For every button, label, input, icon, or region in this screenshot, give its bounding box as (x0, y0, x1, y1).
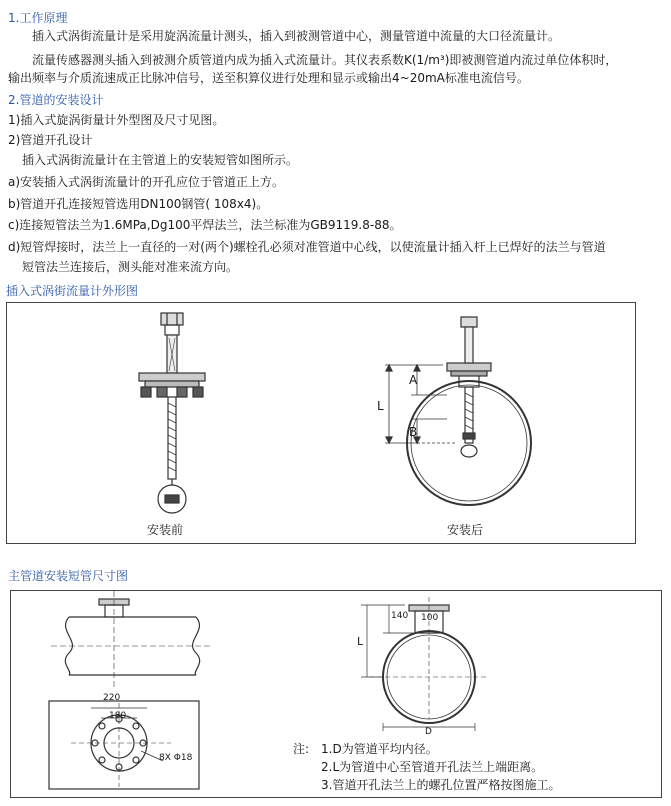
dim-L-label-2: L (357, 635, 364, 648)
section2-item-d2: 短管法兰连接后，测头能对准来流方向。 (22, 260, 239, 274)
caption-after-install: 安装后 (447, 523, 484, 537)
dim-holes-label: 8X Φ18 (159, 753, 193, 763)
section2-heading: 2.管道的安装设计 (8, 93, 104, 107)
dim-220-label: 220 (103, 693, 121, 703)
note-3: 3.管道开孔法兰上的螺孔位置严格按图施工。 (321, 778, 561, 792)
figure1-panel (6, 302, 636, 544)
section2-item1: 1)插入式旋涡街量计外型图及尺寸见图。 (8, 113, 225, 127)
meter-before-drawing (139, 313, 205, 513)
pipe-side-view (51, 591, 211, 687)
section1-paragraph2a: 流量传感器测头插入到被测介质管道内成为插入式流量计。其仪表系数K(1/m³)即被测管道内流过单位体积时， (32, 53, 618, 67)
figure2-title: 主管道安装短管尺寸图 (8, 569, 129, 583)
note-2: 2.L为管道中心至管道开孔法兰上端距离。 (321, 760, 544, 774)
dim-180-label: 180 (109, 711, 127, 721)
dim-A-label: A (409, 373, 418, 387)
note-prefix: 注: (293, 742, 310, 756)
section1-heading: 1.工作原理 (8, 11, 68, 25)
caption-before-install: 安装前 (147, 523, 184, 537)
section2-item-b: b)管道开孔连接短管选用DN100钢管( 108x4)。 (8, 197, 269, 211)
section2-item-c: c)连接短管法兰为1.6MPa,Dg100平焊法兰，法兰标准为GB9119.8-88。 (8, 218, 402, 232)
dim-140-label: 140 (391, 611, 409, 621)
dim-B-label: B (409, 425, 418, 439)
dim-100-label: 100 (421, 613, 439, 623)
section2-item2: 2)管道开孔设计 (8, 133, 93, 147)
section1-paragraph1: 插入式涡街流量计是采用旋涡流量计测头，插入到被测管道中心，测量管道中流量的大口径流量计。 (32, 29, 561, 43)
note-1: 1.D为管道平均内径。 (321, 742, 438, 756)
figure1-drawing (7, 303, 635, 543)
section2-item-d1: d)短管焊接时，法兰上一直径的一对(两个)螺栓孔必须对准管道中心线，以使流量计插入杆上已焊好的法兰与管道 (8, 240, 606, 254)
dim-L-label: L (377, 399, 384, 413)
section2-item2-desc: 插入式涡街流量计在主管道上的安装短管如图所示。 (22, 153, 299, 167)
dim-D-label: D (425, 727, 432, 737)
section2-item-a: a)安装插入式涡街流量计的开孔应位于管道正上方。 (8, 175, 285, 189)
figure2-panel (10, 590, 662, 798)
meter-after-drawing (385, 317, 531, 505)
figure1-title: 插入式涡街流量计外形图 (6, 284, 139, 298)
section1-paragraph2b: 输出频率与介质流速成正比脉冲信号，送至积算仪进行处理和显示或输出4~20mA标准电流信号。 (8, 71, 529, 85)
